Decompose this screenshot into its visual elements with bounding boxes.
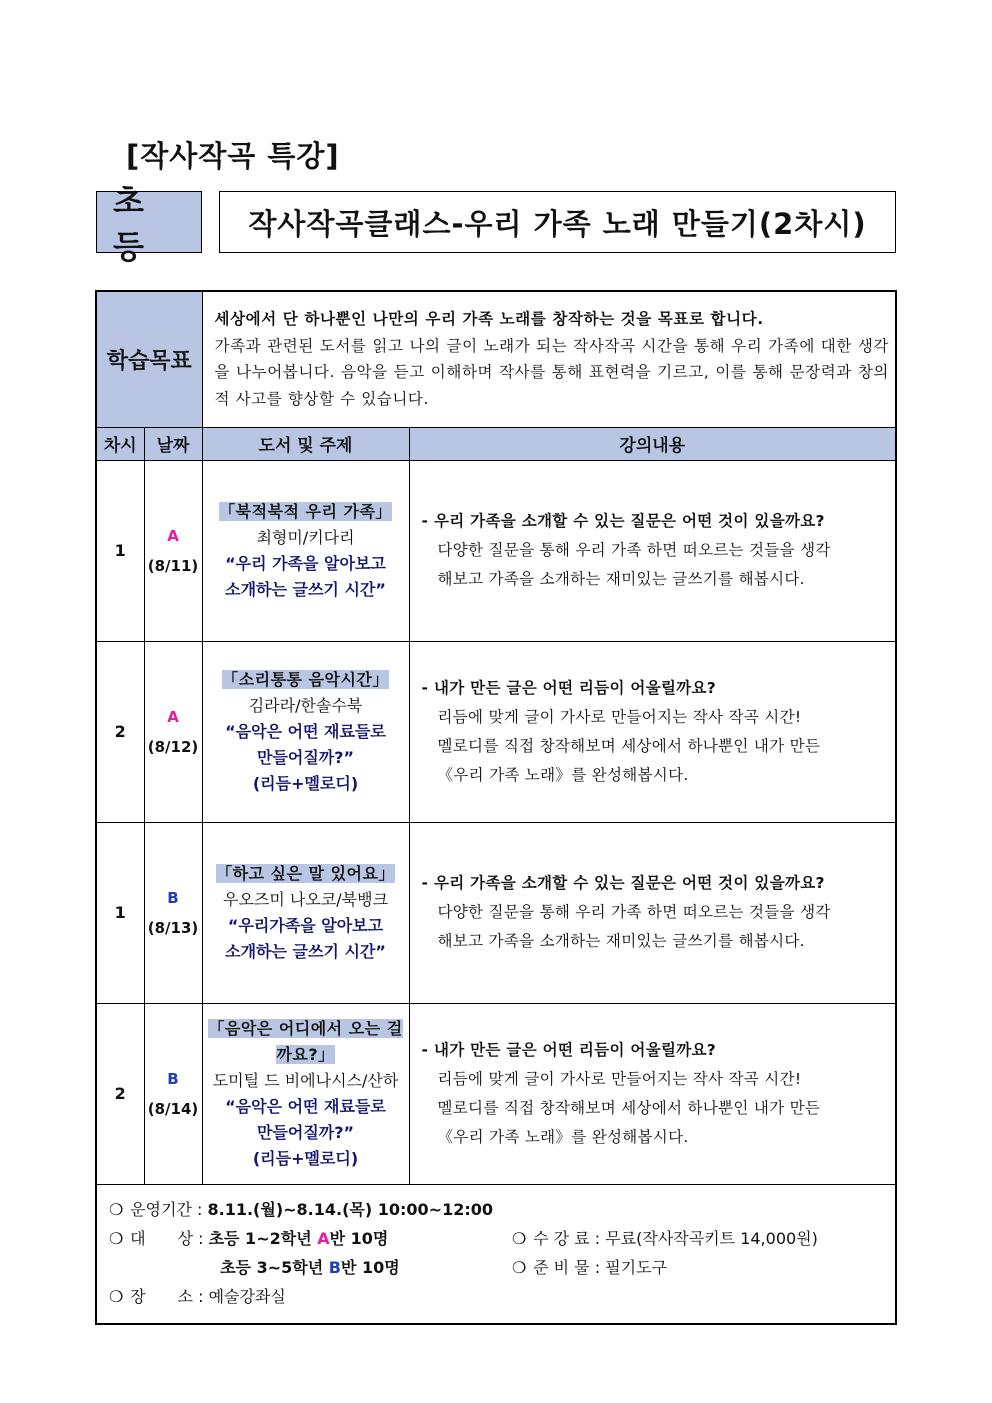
supplies-item bbox=[512, 1253, 667, 1282]
book-cell bbox=[202, 1003, 409, 1184]
circle-bullet-icon: ❍ bbox=[512, 1228, 527, 1248]
target-line-2: 초등 3~5학년 B반 10명 bbox=[220, 1257, 400, 1277]
book-theme: “우리가족을 알아보고 bbox=[227, 915, 384, 935]
lecture-line: 다양한 질문을 통해 우리 가족 하면 떠오르는 것들을 생각 bbox=[437, 541, 831, 559]
info-period bbox=[109, 1195, 885, 1224]
group-label: A bbox=[167, 526, 179, 545]
group-label: B bbox=[167, 888, 179, 907]
lecture-line: 멜로디를 직접 창작해보며 세상에서 하나뿐인 내가 만든 bbox=[437, 736, 821, 755]
group-label: B bbox=[167, 1069, 179, 1088]
date-value: (8/12) bbox=[147, 737, 199, 756]
session-number: 2 bbox=[96, 1003, 144, 1184]
book-theme: 소개하는 글쓰기 시간” bbox=[225, 941, 386, 961]
lecture-cell bbox=[409, 460, 896, 641]
table-row bbox=[96, 641, 896, 822]
schedule-table bbox=[95, 290, 897, 1325]
book-cell bbox=[202, 641, 409, 822]
lecture-line: 해보고 가족을 소개하는 재미있는 글쓰기를 해봅시다. bbox=[437, 570, 805, 588]
lecture-question: - 내가 만든 글은 어떤 리듬이 어울릴까요? bbox=[421, 1040, 717, 1059]
header-date: 날짜 bbox=[144, 427, 202, 460]
lecture-question: - 내가 만든 글은 어떤 리듬이 어울릴까요? bbox=[421, 678, 717, 697]
book-theme: (리듬+멜로디) bbox=[252, 773, 359, 793]
book-author: 우오즈미 나오코/북뱅크 bbox=[222, 889, 389, 909]
book-theme: 소개하는 글쓰기 시간” bbox=[225, 579, 386, 599]
session-number: 2 bbox=[96, 641, 144, 822]
book-author: 도미틸 드 비에나시스/산하 bbox=[212, 1070, 399, 1090]
book-theme: “음악은 어떤 재료들로 bbox=[225, 1096, 386, 1116]
book-theme: 만들어질까?” bbox=[256, 747, 355, 767]
book-theme: “음악은 어떤 재료들로 bbox=[225, 721, 386, 741]
lecture-question: - 우리 가족을 소개할 수 있는 질문은 어떤 것이 있을까요? bbox=[421, 512, 825, 530]
level-badge: 초 등 bbox=[96, 191, 202, 253]
date-cell bbox=[144, 460, 202, 641]
book-theme: (리듬+멜로디) bbox=[252, 1148, 359, 1168]
goal-body: 가족과 관련된 도서를 읽고 나의 글이 노래가 되는 작사작곡 시간을 통해 우리 가족에 대한 생각을 나누어봅니다. 음악을 듣고 이해하며 작사를 통해 표현력을 기르고, 이를 통해 문장력과 창의적 사고를 향상할 수 있습니다. bbox=[214, 336, 889, 408]
info-place bbox=[109, 1282, 885, 1311]
target-label: 대 상 : bbox=[130, 1228, 204, 1248]
place-label: 장 소 : bbox=[130, 1286, 204, 1306]
lecture-line: 다양한 질문을 통해 우리 가족 하면 떠오르는 것들을 생각 bbox=[437, 903, 831, 921]
date-cell bbox=[144, 1003, 202, 1184]
book-title: 「음악은 어디에서 오는 걸까요?」 bbox=[208, 1018, 403, 1064]
info-target-2 bbox=[109, 1253, 885, 1282]
circle-bullet-icon: ❍ bbox=[512, 1257, 527, 1277]
circle-bullet-icon: ❍ bbox=[109, 1228, 124, 1248]
book-author: 김라라/한솔수북 bbox=[248, 695, 363, 715]
book-cell bbox=[202, 460, 409, 641]
lecture-cell bbox=[409, 1003, 896, 1184]
lecture-line: 리듬에 맞게 글이 가사로 만들어지는 작사 작곡 시간! bbox=[437, 707, 802, 726]
date-value: (8/14) bbox=[147, 1099, 199, 1118]
book-cell bbox=[202, 822, 409, 1003]
fee-label: 수 강 료 : bbox=[533, 1228, 601, 1248]
class-title: 작사작곡클래스-우리 가족 노래 만들기(2차시) bbox=[219, 191, 896, 253]
table-row bbox=[96, 822, 896, 1003]
info-target bbox=[109, 1224, 885, 1253]
date-value: (8/11) bbox=[147, 556, 199, 575]
date-value: (8/13) bbox=[147, 918, 199, 937]
supplies-label: 준 비 물 : bbox=[533, 1257, 601, 1277]
goal-label: 학습목표 bbox=[96, 291, 202, 427]
table-row bbox=[96, 460, 896, 641]
fee-value: 무료(작사작곡키트 14,000원) bbox=[605, 1228, 818, 1248]
lecture-question: - 우리 가족을 소개할 수 있는 질문은 어떤 것이 있을까요? bbox=[421, 874, 825, 892]
lecture-line: 리듬에 맞게 글이 가사로 만들어지는 작사 작곡 시간! bbox=[437, 1069, 802, 1088]
goal-text bbox=[202, 291, 896, 427]
table-header bbox=[96, 427, 896, 460]
circle-bullet-icon: ❍ bbox=[109, 1199, 124, 1219]
lecture-line: 《우리 가족 노래》를 완성해봅시다. bbox=[437, 1127, 689, 1146]
goal-headline: 세상에서 단 하나뿐인 나만의 우리 가족 노래를 창작하는 것을 목표로 합니다. bbox=[214, 310, 764, 329]
book-title: 「하고 싶은 말 있어요」 bbox=[216, 863, 395, 883]
session-number: 1 bbox=[96, 460, 144, 641]
book-author: 최형미/키다리 bbox=[256, 527, 355, 547]
lecture-cell bbox=[409, 822, 896, 1003]
lecture-cell bbox=[409, 641, 896, 822]
lecture-line: 멜로디를 직접 창작해보며 세상에서 하나뿐인 내가 만든 bbox=[437, 1098, 821, 1117]
lecture-line: 《우리 가족 노래》를 완성해봅시다. bbox=[437, 765, 689, 784]
target-line-1: 초등 1~2학년 A반 10명 bbox=[208, 1228, 389, 1248]
period-value: 8.11.(월)~8.14.(목) 10:00~12:00 bbox=[207, 1199, 494, 1219]
circle-bullet-icon: ❍ bbox=[109, 1286, 124, 1306]
lecture-line: 해보고 가족을 소개하는 재미있는 글쓰기를 해봅시다. bbox=[437, 932, 805, 950]
header-lecture: 강의내용 bbox=[409, 427, 896, 460]
book-theme: 만들어질까?” bbox=[256, 1122, 355, 1142]
header-book: 도서 및 주제 bbox=[202, 427, 409, 460]
date-cell bbox=[144, 822, 202, 1003]
page-heading: [작사작곡 특강] bbox=[126, 139, 340, 173]
book-theme: “우리 가족을 알아보고 bbox=[225, 553, 386, 573]
book-title: 「소리통통 음악시간」 bbox=[222, 669, 389, 689]
date-cell bbox=[144, 641, 202, 822]
fee-item bbox=[512, 1224, 818, 1253]
book-title: 「북적북적 우리 가족」 bbox=[219, 501, 392, 521]
session-number: 1 bbox=[96, 822, 144, 1003]
supplies-value: 필기도구 bbox=[605, 1257, 668, 1277]
table-row bbox=[96, 1003, 896, 1184]
group-label: A bbox=[167, 707, 179, 726]
header-session: 차시 bbox=[96, 427, 144, 460]
place-value: 예술강좌실 bbox=[208, 1286, 286, 1306]
period-label: 운영기간 : bbox=[130, 1199, 203, 1219]
info-section bbox=[96, 1184, 896, 1324]
